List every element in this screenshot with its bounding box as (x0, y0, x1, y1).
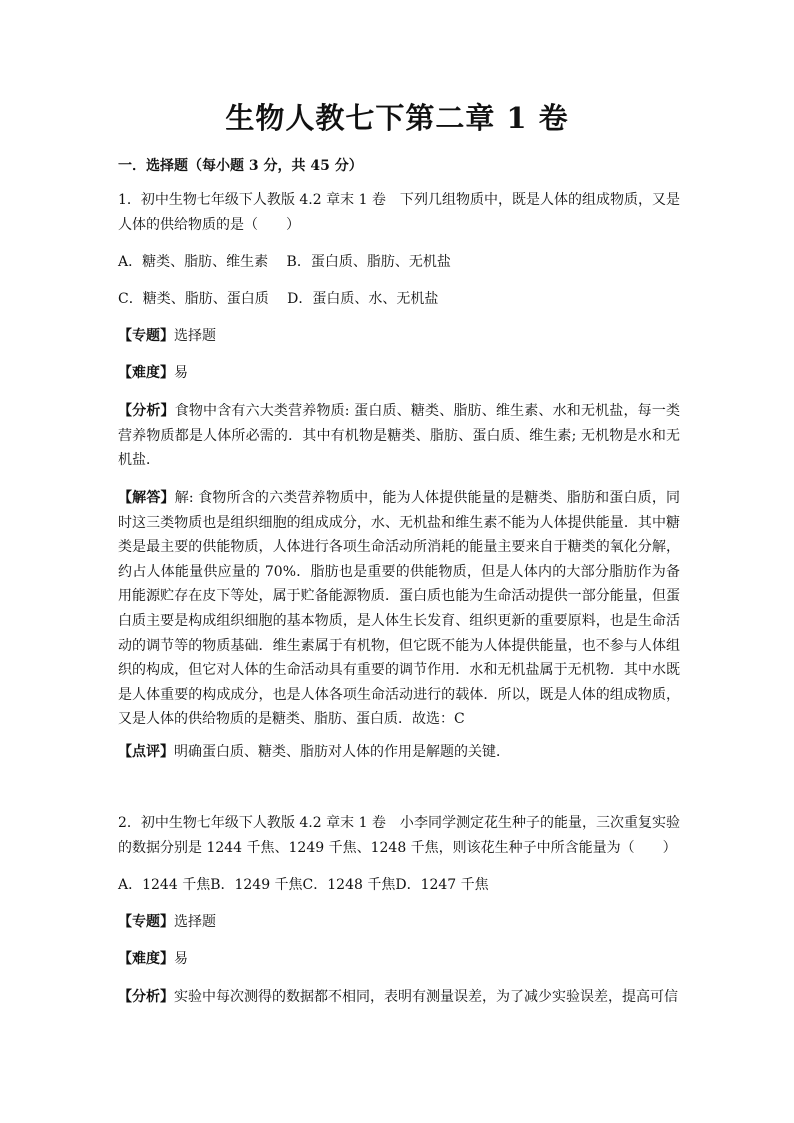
question-2-difficulty (118, 947, 680, 972)
difficulty-label: 【难度】 (118, 365, 174, 381)
answer-text: 解: 食物所含的六类营养物质中，能为人体提供能量的是糖类、脂肪和蛋白质，同时这三类物质也是组织细胞的组成成分，水、无机盐和维生素不能为人体提供能量．其中糖类是最主要的供能物质，人体进行各项生命活动所消耗的能量主要来自于糖类的氧化分解，约占人体能量供应量的 70%．脂肪也是重要的供能物质，但是人体内的大部分脂肪作为备用能源贮存在皮下等处，属于贮备能源物质．蛋白质也能为生命活动提供一部分能量，但蛋白质主要是构成组织细胞的基本物质，是人体生长发育、组织更新的重要原料，也是生命活动的调节等的物质基础．维生素属于有机物，但它既不能为人体提供能量，也不参与人体组织的构成，但它对人体的生命活动具有重要的调节作用．水和无机盐属于无机物．其中水既是人体重要的构成成分，也是人体各项生命活动进行的载体．所以，既是人体的组成物质，又是人体的供给物质的是糖类、脂肪、蛋白质．故选：C (118, 490, 680, 728)
question-2-analysis (118, 985, 680, 1010)
question-2-stem: 2．初中生物七年级下人教版 4.2 章末 1 卷 小李同学测定花生种子的能量，三次重复实验的数据分别是 1244 千焦、1249 千焦、1248 千焦，则该花生种子中所含能量为（ ） (118, 815, 680, 856)
topic-value: 选择题 (174, 328, 216, 344)
question-1-stem: 1．初中生物七年级下人教版 4.2 章末 1 卷 下列几组物质中，既是人体的组成物质，又是人体的供给物质的是（ ） (118, 192, 680, 233)
comment-label: 【点评】 (118, 744, 174, 760)
question-2-topic (118, 910, 680, 935)
question-1-options-ab: A．糖类、脂肪、维生素 B．蛋白质、脂肪、无机盐 (118, 254, 451, 270)
comment-text: 明确蛋白质、糖类、脂肪对人体的作用是解题的关键． (174, 744, 510, 760)
question-1-analysis (118, 399, 680, 473)
analysis-label: 【分析】 (118, 989, 174, 1005)
analysis-text: 实验中每次测得的数据都不相同，表明有测量误差，为了减少实验误差，提高可信 (174, 989, 678, 1005)
difficulty-value: 易 (174, 951, 188, 967)
section-heading: 一．选择题（每小题 3 分，共 45 分） (118, 158, 363, 174)
question-1-answer (118, 486, 680, 732)
topic-label: 【专题】 (118, 914, 174, 930)
analysis-label: 【分析】 (118, 403, 175, 419)
topic-value: 选择题 (174, 914, 216, 930)
question-2-options: A．1244 千焦B．1249 千焦C．1248 千焦D．1247 千焦 (118, 877, 489, 893)
question-1-options-cd: C．糖类、脂肪、蛋白质 D．蛋白质、水、无机盐 (118, 291, 439, 307)
document-title: 生物人教七下第二章 1 卷 (225, 101, 569, 135)
question-1-comment (118, 740, 680, 765)
analysis-text: 食物中含有六大类营养物质: 蛋白质、糖类、脂肪、维生素、水和无机盐，每一类营养物质都是人体所必需的．其中有机物是糖类、脂肪、蛋白质、维生素; 无机物是水和无机盐． (118, 403, 680, 469)
question-1-difficulty (118, 361, 680, 386)
difficulty-label: 【难度】 (118, 951, 174, 967)
topic-label: 【专题】 (118, 328, 174, 344)
difficulty-value: 易 (174, 365, 188, 381)
answer-label: 【解答】 (118, 490, 175, 506)
question-1-topic (118, 324, 680, 349)
